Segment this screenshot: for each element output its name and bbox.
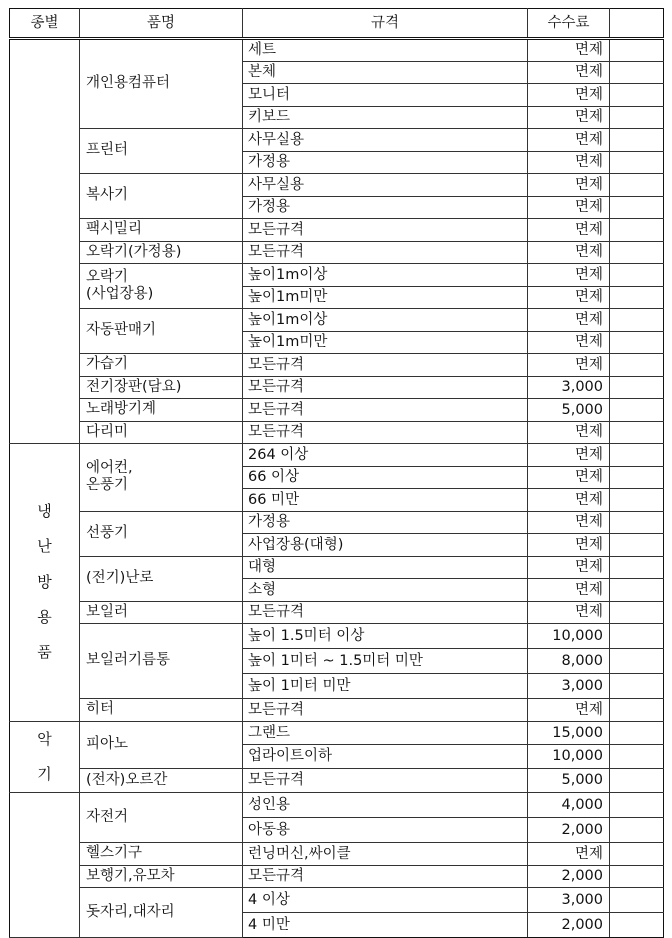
note-cell — [610, 556, 664, 579]
fee-cell: 2,000 — [528, 865, 610, 888]
spec-cell: 264 이상 — [243, 444, 528, 467]
fee-cell: 15,000 — [528, 721, 610, 745]
spec-cell: 가정용 — [243, 151, 528, 174]
fee-cell: 면제 — [528, 444, 610, 467]
table-row — [10, 699, 664, 722]
note-cell — [610, 174, 664, 197]
category-cell — [10, 793, 80, 938]
table-row — [10, 241, 664, 264]
table-row — [10, 556, 664, 579]
table-row — [10, 888, 664, 913]
spec-cell: 높이 1미터 ~ 1.5미터 미만 — [243, 649, 528, 674]
item-name-cell: 히터 — [80, 699, 243, 722]
spec-cell: 가정용 — [243, 511, 528, 534]
item-name-cell: 돗자리,대자리 — [80, 888, 243, 938]
spec-cell: 모든규격 — [243, 699, 528, 722]
note-cell — [610, 489, 664, 512]
spec-cell: 가정용 — [243, 196, 528, 219]
note-cell — [610, 579, 664, 602]
spec-cell: 모든규격 — [243, 219, 528, 242]
spec-cell: 모든규격 — [243, 376, 528, 399]
note-cell — [610, 913, 664, 938]
note-cell — [610, 196, 664, 219]
fee-cell: 면제 — [528, 39, 610, 62]
spec-cell: 업라이트이하 — [243, 745, 528, 769]
note-cell — [610, 721, 664, 745]
spec-cell: 모든규격 — [243, 601, 528, 624]
spec-cell: 높이1m미만 — [243, 331, 528, 354]
item-name-cell: 전기장판(담요) — [80, 376, 243, 399]
fee-cell: 3,000 — [528, 674, 610, 699]
item-name-cell: 헬스기구 — [80, 843, 243, 866]
note-cell — [610, 376, 664, 399]
note-cell — [610, 39, 664, 62]
fee-cell: 면제 — [528, 151, 610, 174]
note-cell — [610, 331, 664, 354]
fee-cell: 10,000 — [528, 745, 610, 769]
table-row — [10, 843, 664, 866]
item-name-cell: 오락기(가정용) — [80, 241, 243, 264]
table-row — [10, 601, 664, 624]
item-name-cell: 선풍기 — [80, 511, 243, 556]
spec-cell: 아동용 — [243, 818, 528, 843]
header-spec: 규격 — [243, 9, 528, 39]
note-cell — [610, 241, 664, 264]
fee-cell: 면제 — [528, 331, 610, 354]
fee-cell: 면제 — [528, 511, 610, 534]
table-row — [10, 376, 664, 399]
note-cell — [610, 843, 664, 866]
spec-cell: 모든규격 — [243, 399, 528, 422]
item-name-cell: 보행기,유모차 — [80, 865, 243, 888]
item-name-cell: 다리미 — [80, 421, 243, 444]
item-name-cell: 에어컨, 온풍기 — [80, 444, 243, 512]
spec-cell: 사무실용 — [243, 129, 528, 152]
fee-cell: 면제 — [528, 466, 610, 489]
fee-cell: 면제 — [528, 309, 610, 332]
item-name-cell: 개인용컴퓨터 — [80, 39, 243, 129]
spec-cell: 4 이상 — [243, 888, 528, 913]
table-row — [10, 354, 664, 377]
spec-cell: 모니터 — [243, 84, 528, 107]
fee-table — [9, 8, 664, 938]
note-cell — [610, 466, 664, 489]
fee-cell: 면제 — [528, 174, 610, 197]
category-cell: 냉 난 방 용 품 — [10, 444, 80, 722]
spec-cell: 본체 — [243, 61, 528, 84]
spec-cell: 높이1m미만 — [243, 286, 528, 309]
spec-cell: 런닝머신,싸이클 — [243, 843, 528, 866]
fee-cell: 면제 — [528, 196, 610, 219]
spec-cell: 높이1m이상 — [243, 309, 528, 332]
note-cell — [610, 151, 664, 174]
note-cell — [610, 674, 664, 699]
table-row — [10, 511, 664, 534]
table-row — [10, 421, 664, 444]
header-fee: 수수료 — [528, 9, 610, 39]
fee-cell: 면제 — [528, 699, 610, 722]
fee-cell: 면제 — [528, 264, 610, 287]
fee-cell: 면제 — [528, 219, 610, 242]
note-cell — [610, 865, 664, 888]
category-cell — [10, 39, 80, 444]
fee-cell: 면제 — [528, 601, 610, 624]
table-row — [10, 309, 664, 332]
spec-cell: 높이1m이상 — [243, 264, 528, 287]
spec-cell: 사무실용 — [243, 174, 528, 197]
table-row — [10, 399, 664, 422]
fee-table-body — [10, 39, 664, 938]
table-row — [10, 129, 664, 152]
table-row — [10, 769, 664, 793]
fee-cell: 2,000 — [528, 818, 610, 843]
fee-cell: 면제 — [528, 579, 610, 602]
fee-cell: 면제 — [528, 241, 610, 264]
spec-cell: 대형 — [243, 556, 528, 579]
fee-cell: 면제 — [528, 129, 610, 152]
fee-cell: 면제 — [528, 106, 610, 129]
spec-cell: 모든규격 — [243, 865, 528, 888]
table-row — [10, 174, 664, 197]
item-name-cell: 자전거 — [80, 793, 243, 843]
fee-cell: 면제 — [528, 61, 610, 84]
header-note — [610, 9, 664, 39]
note-cell — [610, 793, 664, 818]
table-row — [10, 793, 664, 818]
spec-cell: 66 미만 — [243, 489, 528, 512]
fee-cell: 4,000 — [528, 793, 610, 818]
note-cell — [610, 286, 664, 309]
fee-cell: 면제 — [528, 843, 610, 866]
spec-cell: 모든규격 — [243, 354, 528, 377]
fee-cell: 3,000 — [528, 376, 610, 399]
note-cell — [610, 129, 664, 152]
note-cell — [610, 444, 664, 467]
note-cell — [610, 264, 664, 287]
note-cell — [610, 421, 664, 444]
item-name-cell: 가습기 — [80, 354, 243, 377]
fee-cell: 10,000 — [528, 624, 610, 649]
header-category: 종별 — [10, 9, 80, 39]
fee-cell: 면제 — [528, 489, 610, 512]
item-name-cell: 보일러기름통 — [80, 624, 243, 699]
item-name-cell: 프린터 — [80, 129, 243, 174]
note-cell — [610, 399, 664, 422]
note-cell — [610, 624, 664, 649]
note-cell — [610, 106, 664, 129]
item-name-cell: (전기)난로 — [80, 556, 243, 601]
spec-cell: 그랜드 — [243, 721, 528, 745]
spec-cell: 4 미만 — [243, 913, 528, 938]
note-cell — [610, 745, 664, 769]
spec-cell: 소형 — [243, 579, 528, 602]
spec-cell: 키보드 — [243, 106, 528, 129]
note-cell — [610, 354, 664, 377]
note-cell — [610, 219, 664, 242]
fee-cell: 3,000 — [528, 888, 610, 913]
spec-cell: 모든규격 — [243, 421, 528, 444]
spec-cell: 사업장용(대형) — [243, 534, 528, 557]
note-cell — [610, 511, 664, 534]
fee-cell: 면제 — [528, 84, 610, 107]
fee-cell: 5,000 — [528, 769, 610, 793]
fee-cell: 면제 — [528, 354, 610, 377]
spec-cell: 성인용 — [243, 793, 528, 818]
spec-cell: 높이 1미터 미만 — [243, 674, 528, 699]
table-row — [10, 865, 664, 888]
fee-cell: 면제 — [528, 286, 610, 309]
note-cell — [610, 888, 664, 913]
category-cell: 악 기 — [10, 721, 80, 793]
table-row — [10, 264, 664, 287]
spec-cell: 66 이상 — [243, 466, 528, 489]
item-name-cell: 보일러 — [80, 601, 243, 624]
spec-cell: 모든규격 — [243, 241, 528, 264]
table-row — [10, 219, 664, 242]
note-cell — [610, 61, 664, 84]
note-cell — [610, 309, 664, 332]
fee-cell: 8,000 — [528, 649, 610, 674]
item-name-cell: 팩시밀리 — [80, 219, 243, 242]
table-row — [10, 721, 664, 745]
fee-cell: 면제 — [528, 556, 610, 579]
note-cell — [610, 534, 664, 557]
note-cell — [610, 649, 664, 674]
item-name-cell: 자동판매기 — [80, 309, 243, 354]
note-cell — [610, 699, 664, 722]
table-row — [10, 444, 664, 467]
note-cell — [610, 818, 664, 843]
fee-cell: 5,000 — [528, 399, 610, 422]
header-item: 품명 — [80, 9, 243, 39]
fee-cell: 면제 — [528, 534, 610, 557]
item-name-cell: (전자)오르간 — [80, 769, 243, 793]
spec-cell: 높이 1.5미터 이상 — [243, 624, 528, 649]
spec-cell: 세트 — [243, 39, 528, 62]
table-row — [10, 39, 664, 62]
fee-cell: 면제 — [528, 421, 610, 444]
item-name-cell: 피아노 — [80, 721, 243, 769]
fee-cell: 2,000 — [528, 913, 610, 938]
table-row — [10, 624, 664, 649]
item-name-cell: 복사기 — [80, 174, 243, 219]
item-name-cell: 오락기 (사업장용) — [80, 264, 243, 309]
note-cell — [610, 769, 664, 793]
note-cell — [610, 84, 664, 107]
spec-cell: 모든규격 — [243, 769, 528, 793]
header-row — [10, 9, 664, 39]
item-name-cell: 노래방기계 — [80, 399, 243, 422]
note-cell — [610, 601, 664, 624]
